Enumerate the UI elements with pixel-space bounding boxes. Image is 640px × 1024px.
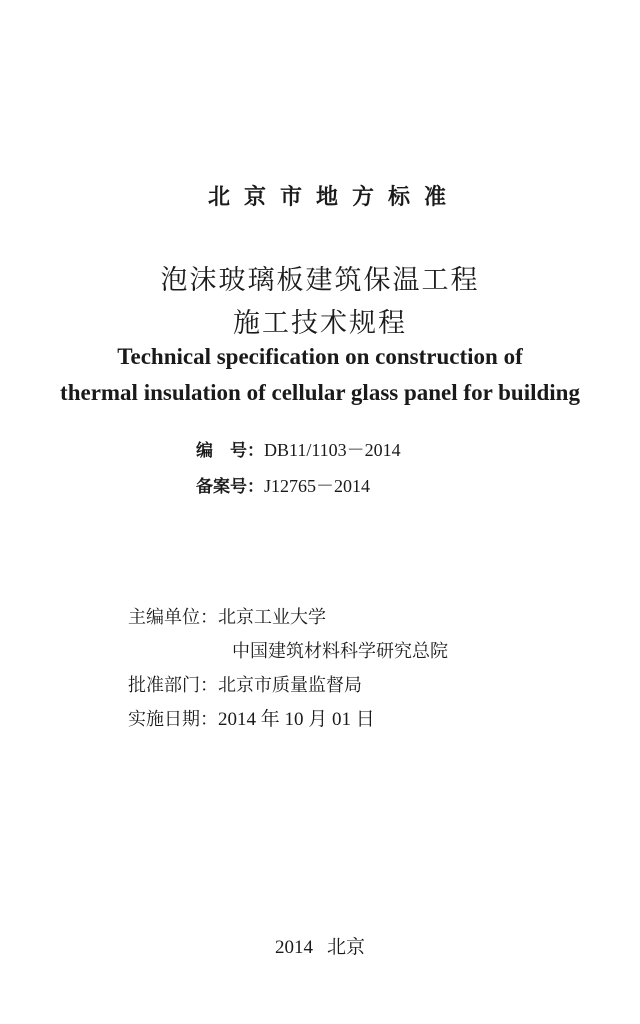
publication-place: 北京 [326,936,365,958]
standard-number-label: 编 号： [196,441,264,461]
chief-editor-row [128,603,326,629]
implementation-date-label: 实施日期： [128,709,218,730]
standard-number-value: DB11/1103－2014 [264,440,401,460]
record-number-row [196,472,370,498]
approval-department-row [128,671,362,697]
publication-year: 2014 [274,937,313,958]
approval-department-label: 批准部门： [128,675,218,696]
standard-number-row [196,436,401,462]
chief-editor-label: 主编单位： [128,607,218,628]
implementation-date-value: 2014 年 10 月 01 日 [218,709,375,730]
title-english-line-1: Technical specification on construction of [117,344,523,369]
chief-editor-row-2 [232,637,448,663]
approval-department-value: 北京市质量监督局 [218,675,362,696]
record-number-label: 备案号： [196,477,264,497]
chief-editor-unit-2: 中国建筑材料科学研究总院 [232,641,448,662]
standard-series-label: 北京市地方标准 [207,185,460,210]
record-number-value: J12765－2014 [264,476,371,496]
title-english-line-2: thermal insulation of cellular glass panel for building [60,380,580,405]
implementation-date-row [128,704,375,731]
publication-footer [0,932,640,959]
chief-editor-unit-1: 北京工业大学 [218,607,326,628]
title-chinese-line-1: 泡沫玻璃板建筑保温工程 [160,265,480,296]
title-chinese-line-2: 施工技术规程 [233,308,407,339]
